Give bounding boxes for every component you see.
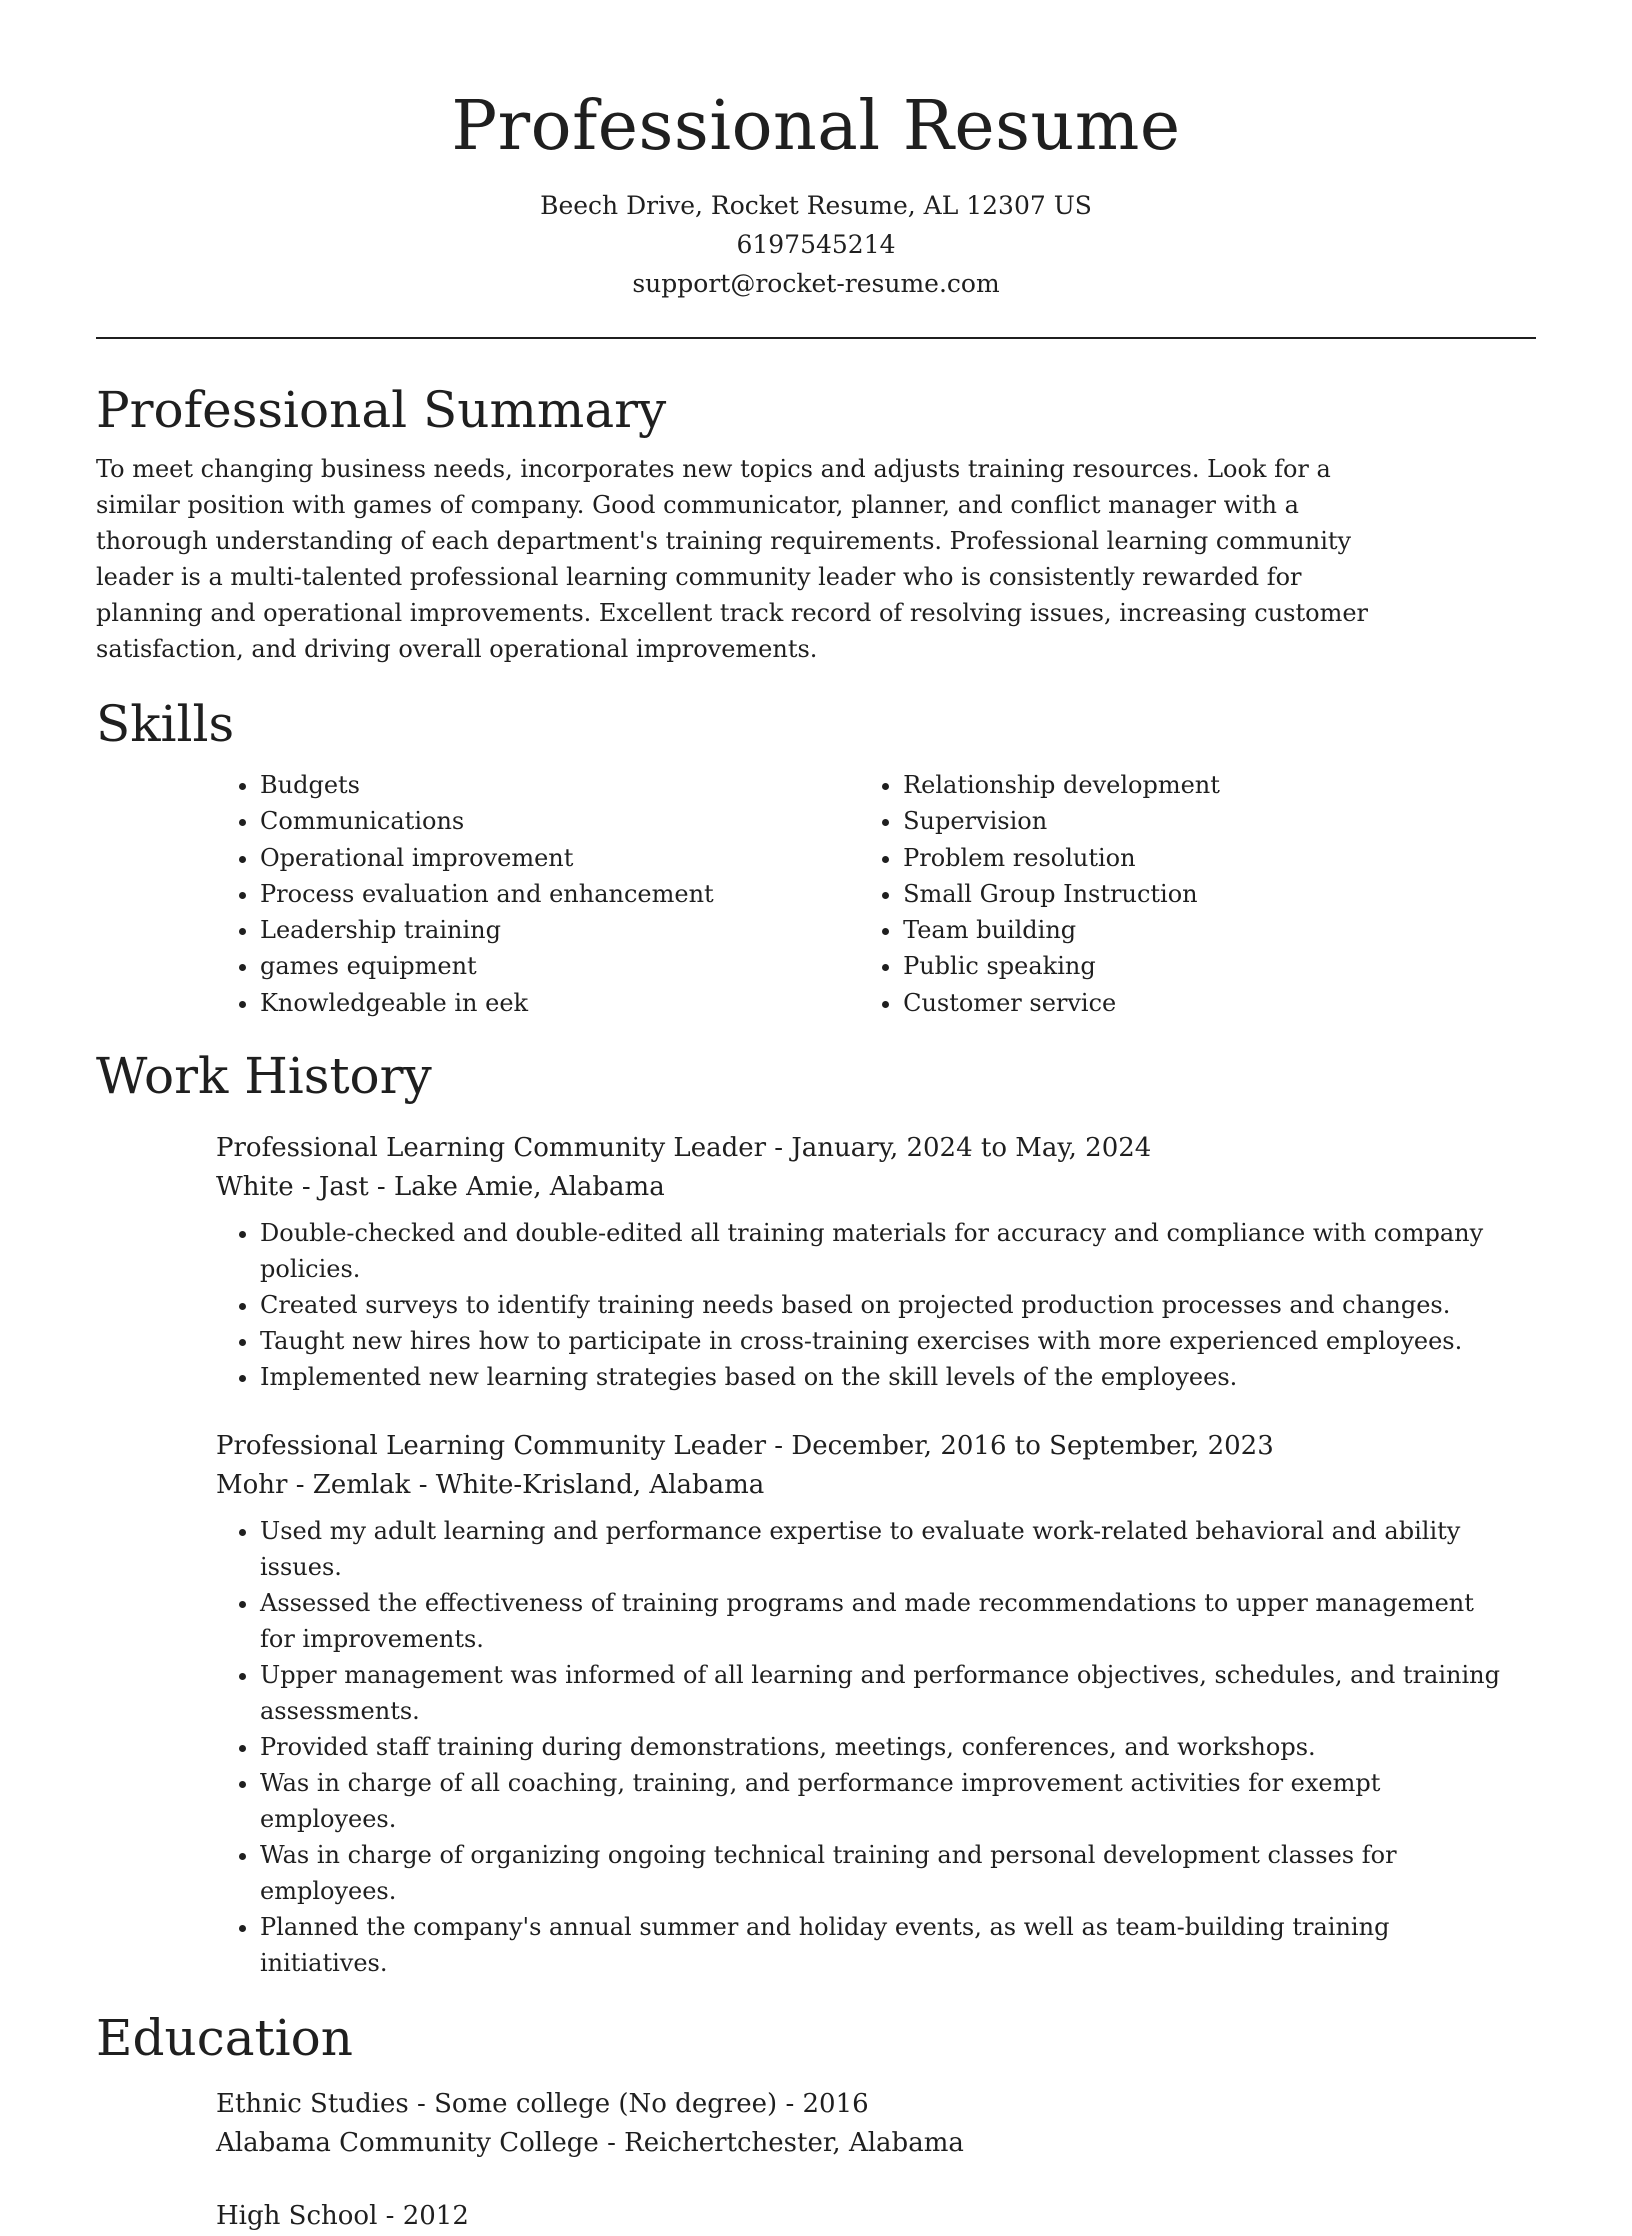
skill-item: • Relationship development bbox=[903, 767, 1516, 803]
education-entry bbox=[216, 2085, 1516, 2163]
skills-list-right bbox=[859, 767, 1516, 1021]
job-employer-line bbox=[216, 1466, 1516, 1505]
skills-heading: Skills bbox=[96, 695, 235, 753]
resume-header bbox=[96, 0, 1536, 339]
work-history-section bbox=[96, 1043, 1536, 1981]
address: Beech Drive, Rocket Resume, AL 12307 US bbox=[540, 191, 1092, 220]
skill-item: • Public speaking bbox=[903, 948, 1516, 984]
header-divider bbox=[96, 337, 1536, 339]
job-employer-line bbox=[216, 1168, 1516, 1207]
job-location: - Lake Amie, Alabama bbox=[368, 1172, 665, 1203]
job-title-line bbox=[216, 1129, 1516, 1168]
job-duty: • Implemented new learning strategies based on the skill levels of the employees. bbox=[260, 1359, 1516, 1395]
skill-item: • Knowledgeable in eek bbox=[260, 985, 859, 1021]
job-duty: • Planned the company's annual summer and holiday events, as well as team-building training initiatives. bbox=[260, 1909, 1516, 1981]
resume-title: Professional Resume bbox=[451, 87, 1181, 166]
contact-info bbox=[96, 186, 1536, 303]
job-duty: • Double-checked and double-edited all training materials for accuracy and compliance with company policies. bbox=[260, 1215, 1516, 1287]
email-address: support@rocket-resume.com bbox=[632, 269, 1000, 298]
job-duty: • Upper management was informed of all learning and performance objectives, schedules, and training assessments. bbox=[260, 1657, 1516, 1729]
job-dates: - January, 2024 to May, 2024 bbox=[766, 1133, 1152, 1164]
job-title-line bbox=[216, 1427, 1516, 1466]
job-duties bbox=[216, 1513, 1516, 1981]
summary-text: To meet changing business needs, incorporates new topics and adjusts training resources. Look for a similar position with games of company. Good communicator, planner, and conflict manager with a thorough understanding of each department's training requirements. Professional learning community leader is a multi-talented professional learning community leader who is consistently rewarded for planning and operational improvements. Excellent track record of resolving issues, increasing customer satisfaction, and driving overall operational improvements. bbox=[96, 455, 1368, 663]
resume-page bbox=[96, 0, 1536, 2232]
job-duty: • Taught new hires how to participate in cross-training exercises with more experienced employees. bbox=[260, 1323, 1516, 1359]
job-duty: • Created surveys to identify training needs based on projected production processes and changes. bbox=[260, 1287, 1516, 1323]
skill-item: • Supervision bbox=[903, 803, 1516, 839]
education-degree-line: Ethnic Studies - Some college (No degree) - 2016 bbox=[216, 2089, 869, 2120]
job-duty: • Used my adult learning and performance expertise to evaluate work-related behavioral and ability issues. bbox=[260, 1513, 1516, 1585]
job-dates: - December, 2016 to September, 2023 bbox=[766, 1431, 1274, 1462]
skills-section bbox=[96, 691, 1536, 1021]
job-employer: White - Jast bbox=[216, 1172, 369, 1203]
skill-item: • games equipment bbox=[260, 948, 859, 984]
skill-item: • Process evaluation and enhancement bbox=[260, 876, 859, 912]
skill-item: • Budgets bbox=[260, 767, 859, 803]
work-history-heading: Work History bbox=[96, 1047, 432, 1106]
education-heading: Education bbox=[96, 2009, 353, 2068]
job-duty: • Assessed the effectiveness of training programs and made recommendations to upper management for improvements. bbox=[260, 1585, 1516, 1657]
job-entry bbox=[216, 1427, 1516, 1981]
skill-item: • Small Group Instruction bbox=[903, 876, 1516, 912]
education-school-line bbox=[216, 2124, 1516, 2163]
summary-section bbox=[96, 377, 1536, 667]
job-duties bbox=[216, 1215, 1516, 1395]
education-degree-line: High School - 2012 bbox=[216, 2201, 469, 2232]
skills-list-left bbox=[216, 767, 859, 1021]
education-entry bbox=[216, 2197, 1516, 2236]
job-entry bbox=[216, 1129, 1516, 1395]
job-duty: • Was in charge of organizing ongoing technical training and personal development classes for employees. bbox=[260, 1837, 1516, 1909]
skill-item: • Leadership training bbox=[260, 912, 859, 948]
job-role: Professional Learning Community Leader bbox=[216, 1431, 767, 1462]
skill-item: • Problem resolution bbox=[903, 840, 1516, 876]
job-role: Professional Learning Community Leader bbox=[216, 1133, 767, 1164]
education-section bbox=[96, 2005, 1536, 2236]
skill-item: • Operational improvement bbox=[260, 840, 859, 876]
job-duty: • Was in charge of all coaching, training, and performance improvement activities for exempt employees. bbox=[260, 1765, 1516, 1837]
education-school: Alabama Community College bbox=[216, 2128, 599, 2159]
skill-item: • Communications bbox=[260, 803, 859, 839]
job-duty: • Provided staff training during demonstrations, meetings, conferences, and workshops. bbox=[260, 1729, 1516, 1765]
skill-item: • Customer service bbox=[903, 985, 1516, 1021]
job-location: - White-Krisland, Alabama bbox=[410, 1470, 765, 1501]
job-employer: Mohr - Zemlak bbox=[216, 1470, 411, 1501]
skills-columns bbox=[216, 767, 1516, 1021]
education-location: - Reichertchester, Alabama bbox=[598, 2128, 964, 2159]
summary-heading: Professional Summary bbox=[96, 381, 667, 439]
phone-number: 6197545214 bbox=[736, 230, 896, 259]
skill-item: • Team building bbox=[903, 912, 1516, 948]
